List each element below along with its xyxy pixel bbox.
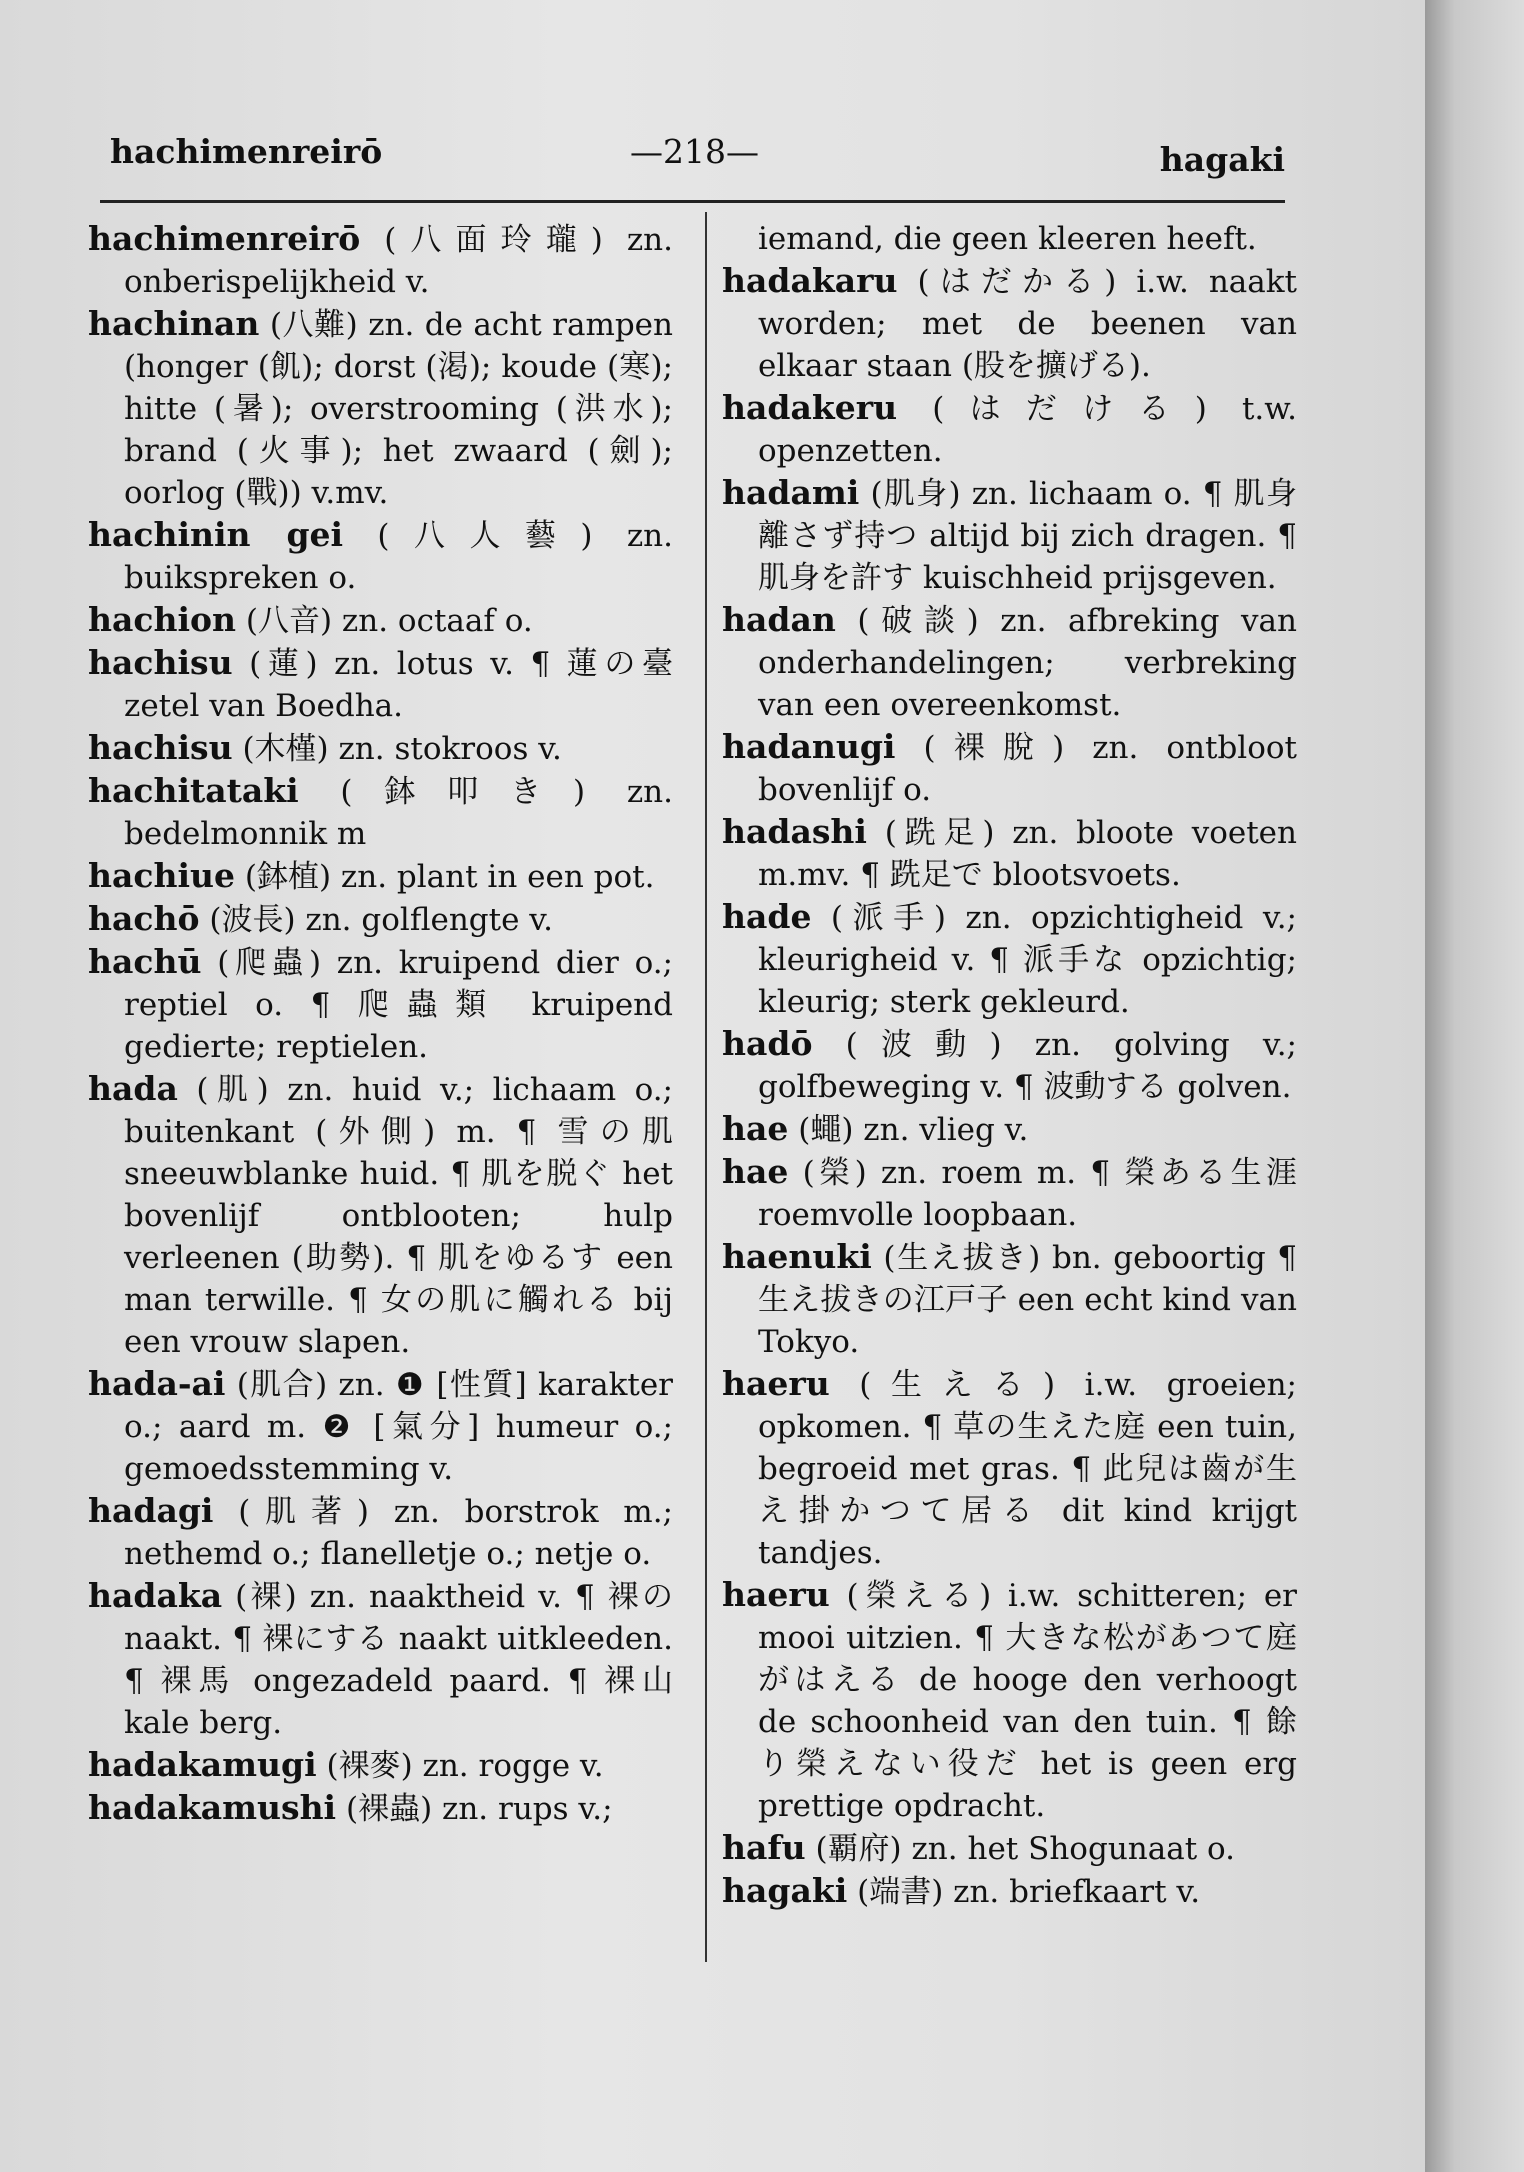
definition: (木槿) zn. stokroos v.: [242, 731, 562, 767]
definition: (生え拔き) bn. geboortig ¶ 生え拔きの江戸子 een echt kind van Tokyo.: [758, 1240, 1297, 1360]
dictionary-entry: [722, 260, 1297, 387]
dictionary-entry: [88, 898, 673, 941]
dictionary-entry: [722, 726, 1297, 811]
definition: (肌合) zn. ❶ [性質] karakter o.; aard m. ❷ [氣分] humeur o.; gemoedsstemming v.: [124, 1367, 673, 1487]
dictionary-entry: [722, 1023, 1297, 1108]
headword: haenuki: [722, 1237, 872, 1276]
headword: hachinin gei: [88, 515, 344, 554]
definition: (肌著) zn. borstrok m.; nethemd o.; flanelletje o.; netje o.: [124, 1494, 673, 1572]
definition: (端書) zn. briefkaart v.: [857, 1874, 1201, 1910]
headword: hachū: [88, 942, 202, 981]
dictionary-entry: [88, 1575, 673, 1744]
definition: (鉢植) zn. plant in een pot.: [244, 859, 655, 895]
dictionary-entry-continuation: [722, 218, 1297, 260]
dictionary-entry: [88, 855, 673, 898]
dictionary-entry: [88, 599, 673, 642]
book-edge: [1425, 0, 1524, 2172]
definition: (裸脫) zn. ontbloot bovenlijf o.: [758, 730, 1297, 808]
headword: hachō: [88, 899, 200, 938]
dictionary-entry: [88, 770, 673, 855]
definition: (鉢叩き) zn. bedelmonnik m: [124, 774, 673, 852]
definition: (八人藝) zn. buikspreken o.: [124, 518, 673, 596]
dictionary-entry: [88, 218, 673, 303]
headword: hagaki: [722, 1871, 848, 1910]
definition: (はだける) t.w. openzetten.: [758, 391, 1297, 469]
dictionary-entry: [722, 472, 1297, 599]
headword: hadakamugi: [88, 1745, 317, 1784]
dictionary-entry: [88, 727, 673, 770]
headword: hachimenreirō: [88, 219, 361, 258]
headword: hadan: [722, 600, 836, 639]
definition: (榮える) i.w. schitteren; er mooi uitzien. ¶ 大きな松があつて庭がはえる de hooge den verhoogt de schoonheid van den tuin. ¶ 餘り榮えない役だ het is geen erg prettige opdracht.: [758, 1578, 1297, 1824]
dictionary-entry: [722, 1151, 1297, 1236]
headword: hachinan: [88, 304, 260, 343]
definition: (裸) zn. naaktheid v. ¶ 裸の naakt. ¶ 裸にする naakt uitkleeden. ¶ 裸馬 ongezadeld paard. ¶ 裸山 kale berg.: [124, 1579, 674, 1741]
definition: (八音) zn. octaaf o.: [245, 603, 533, 639]
dictionary-entry: [88, 642, 673, 727]
definition: (肌身) zn. lichaam o. ¶ 肌身離さず持つ altijd bij zich dragen. ¶ 肌身を許す kuischheid prijsgeven.: [758, 476, 1297, 596]
dictionary-entry: [88, 1787, 673, 1830]
headword: hachion: [88, 600, 237, 639]
definition: (破談) zn. afbreking van onderhandelingen; verbreking van een overeenkomst.: [758, 603, 1298, 723]
definition: (はだかる) i.w. naakt worden; met de beenen van elkaar staan (股を擴げる).: [758, 264, 1297, 384]
definition: (八難) zn. de acht rampen (honger (飢); dorst (渇); koude (寒); hitte (暑); overstrooming (洪水); brand (火事); het zwaard (劍); oorlog (戰)) v.mv.: [124, 307, 673, 511]
dictionary-entry: [88, 1068, 673, 1363]
headword: hada-ai: [88, 1364, 226, 1403]
dictionary-entry: [88, 1744, 673, 1787]
right-column: [722, 218, 1297, 1913]
dictionary-entry: [722, 1363, 1297, 1574]
definition: (派手) zn. opzichtigheid v.; kleurigheid v. ¶ 派手な opzichtig; kleurig; sterk gekleurd.: [758, 900, 1297, 1020]
headword: hadō: [722, 1024, 813, 1063]
definition: (裸麥) zn. rogge v.: [326, 1748, 604, 1784]
header-last-headword: hagaki: [1159, 140, 1285, 179]
definition: (跣足) zn. bloote voeten m.mv. ¶ 跣足で blootsvoets.: [758, 815, 1297, 893]
headword: haeru: [722, 1575, 830, 1614]
headword: hachitataki: [88, 771, 299, 810]
definition: (八面玲瓏) zn. onberispelijkheid v.: [124, 222, 673, 300]
headword: haeru: [722, 1364, 830, 1403]
headword: hadami: [722, 473, 860, 512]
definition: (生える) i.w. groeien; opkomen. ¶ 草の生えた庭 een tuin, begroeid met gras. ¶ 此兒は齒が生え掛かつて居る dit kind krijgt tandjes.: [758, 1367, 1298, 1571]
dictionary-entry: [88, 1490, 673, 1575]
definition: (波動) zn. golving v.; golfbeweging v. ¶ 波動する golven.: [758, 1027, 1297, 1105]
definition: (蠅) zn. vlieg v.: [798, 1112, 1029, 1148]
left-column: [88, 218, 673, 1830]
dictionary-entry: [722, 1108, 1297, 1151]
definition: iemand, die geen kleeren heeft.: [758, 221, 1257, 257]
definition: (蓮) zn. lotus v. ¶ 蓮の臺 zetel van Boedha.: [124, 646, 674, 724]
definition: (肌) zn. huid v.; lichaam o.; buitenkant (外側) m. ¶ 雪の肌 sneeuwblanke huid. ¶ 肌を脱ぐ het bovenlijf ontblooten; hulp verleenen (助勢). ¶ 肌をゆるす een man terwille. ¶ 女の肌に觸れる bij een vrouw slapen.: [124, 1072, 674, 1360]
headword: hadaka: [88, 1576, 223, 1615]
headword: hae: [722, 1109, 789, 1148]
headword: hada: [88, 1069, 178, 1108]
headword: hadakeru: [722, 388, 898, 427]
dictionary-entry: [88, 514, 673, 599]
definition: (波長) zn. golflengte v.: [209, 902, 553, 938]
dictionary-entry: [722, 896, 1297, 1023]
page-number: —218—: [630, 132, 759, 171]
dictionary-entry: [88, 1363, 673, 1490]
headword: hae: [722, 1152, 789, 1191]
headword: hadanugi: [722, 727, 896, 766]
dictionary-entry: [722, 811, 1297, 896]
definition: (爬蟲) zn. kruipend dier o.; reptiel o. ¶ 爬蟲類 kruipend gedierte; reptielen.: [124, 945, 673, 1065]
headword: hadakaru: [722, 261, 898, 300]
headword: hachisu: [88, 643, 233, 682]
headword: hachiue: [88, 856, 235, 895]
dictionary-entry: [722, 1574, 1297, 1827]
dictionary-entry: [722, 1827, 1297, 1870]
header-first-headword: hachimenreirō: [110, 132, 383, 171]
column-divider: [705, 212, 707, 1962]
header-rule: [100, 200, 1285, 203]
dictionary-entry: [88, 941, 673, 1068]
definition: (覇府) zn. het Shogunaat o.: [815, 1831, 1235, 1867]
definition: (裸蟲) zn. rups v.;: [345, 1791, 613, 1827]
dictionary-entry: [88, 303, 673, 514]
dictionary-entry: [722, 387, 1297, 472]
headword: hade: [722, 897, 812, 936]
definition: (榮) zn. roem m. ¶ 榮ある生涯 roemvolle loopbaan.: [758, 1155, 1298, 1233]
dictionary-entry: [722, 1870, 1297, 1913]
page-header: [110, 132, 1285, 180]
dictionary-entry: [722, 599, 1297, 726]
dictionary-entry: [722, 1236, 1297, 1363]
headword: hadashi: [722, 812, 867, 851]
headword: hadagi: [88, 1491, 214, 1530]
headword: hachisu: [88, 728, 233, 767]
headword: hadakamushi: [88, 1788, 337, 1827]
headword: hafu: [722, 1828, 806, 1867]
